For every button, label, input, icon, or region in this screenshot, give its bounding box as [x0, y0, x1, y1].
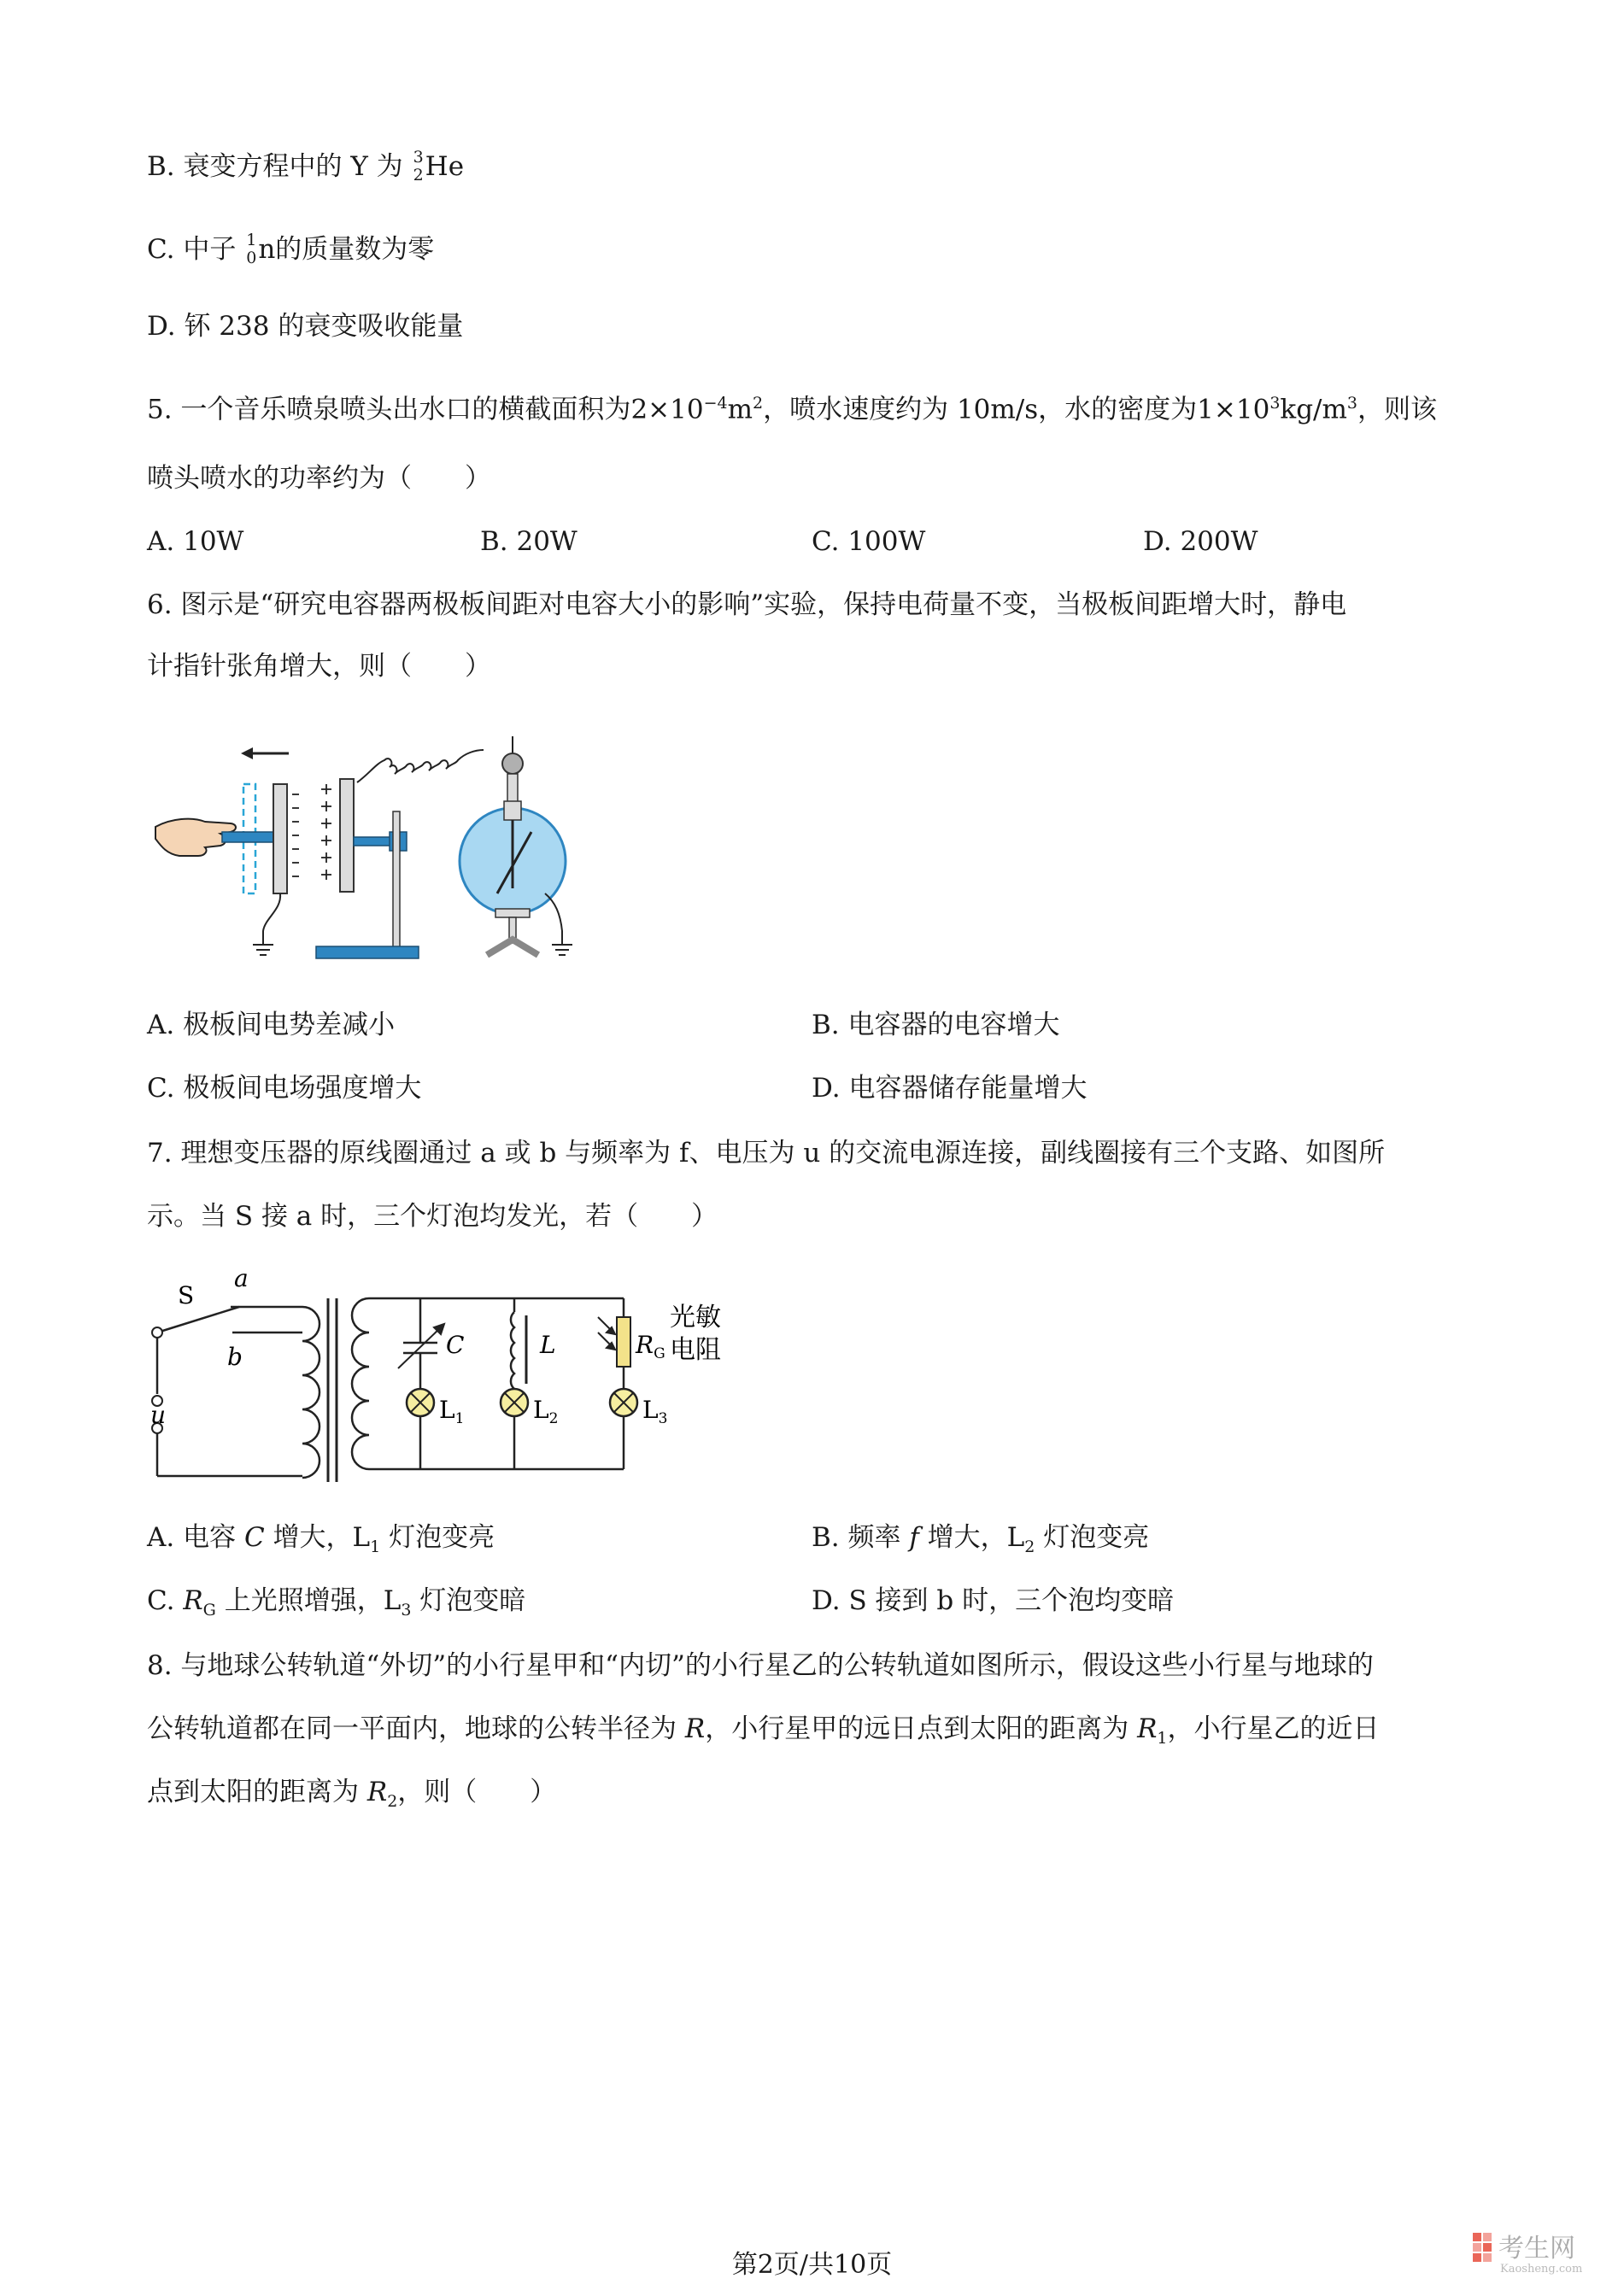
- watermark-cn: 考生网: [1498, 2234, 1575, 2264]
- label-b: b: [227, 1343, 243, 1371]
- q5-option-b: B. 20W: [480, 526, 577, 557]
- ground-left-icon: [253, 945, 273, 955]
- q6-stem-line1: 6. 图示是“研究电容器两极板间距对电容大小的影响”实验，保持电荷量不变，当极板间距增大时，静电: [147, 589, 1347, 620]
- label-l: L: [540, 1331, 556, 1359]
- q5-option-a: A. 10W: [147, 526, 244, 557]
- bulb-l2-icon: [501, 1389, 528, 1416]
- q6-option-d: D. 电容器储存能量增大: [812, 1073, 1088, 1104]
- q6-option-c: C. 极板间电场强度增大: [147, 1073, 422, 1104]
- right-plate-charges: [321, 784, 331, 880]
- label-c: C: [446, 1331, 465, 1359]
- q5-stem-line2: 喷头喷水的功率约为（ ）: [147, 463, 491, 494]
- q4-option-b: B. 衰变方程中的 Y 为 3 2 He: [147, 148, 465, 184]
- page-footer: 第2页/共10页: [731, 2250, 893, 2280]
- photoresistor: [617, 1317, 630, 1367]
- capacitor-experiment-figure: [145, 726, 624, 974]
- bulb-l1-icon: [407, 1389, 434, 1416]
- q6-option-b: B. 电容器的电容增大: [812, 1010, 1060, 1040]
- q7-option-c: C. $R_G$ 上光照增强，$L_3$ 灯泡变暗: [147, 1585, 526, 1620]
- coiled-wire: [357, 750, 484, 782]
- q4-option-d: D. 钚 238 的衰变吸收能量: [147, 311, 464, 342]
- q4-option-c: C. 中子 1 0 n的质量数为零: [147, 231, 435, 267]
- label-a: a: [234, 1264, 249, 1292]
- label-s: S: [178, 1281, 195, 1309]
- label-rg: $R_G$: [636, 1331, 665, 1362]
- label-photoresistor-2: 电阻: [670, 1335, 721, 1365]
- label-l1: $L_1$: [439, 1396, 465, 1427]
- iron-stand: [316, 811, 419, 958]
- label-l3: $L_3$: [642, 1396, 668, 1427]
- light-arrows-icon: [598, 1317, 615, 1350]
- q8-stem-line1: 8. 与地球公转轨道“外切”的小行星甲和“内切”的小行星乙的公转轨道如图所示，假设这些小行星与地球的: [147, 1650, 1374, 1681]
- q5-stem-line1: 5. 一个音乐喷泉喷头出水口的横截面积为$2\times 10^{-4}m^2$，喷水速度约为 10m/s，水的密度为$1\times 10^3kg/m^3$，则该: [147, 394, 1437, 425]
- right-plate: [340, 779, 354, 892]
- q5-option-c: C. 100W: [812, 526, 926, 557]
- q6-stem-line2: 计指针张角增大，则（ ）: [147, 651, 491, 682]
- q5-option-d: D. 200W: [1143, 526, 1258, 557]
- bulb-l3-icon: [610, 1389, 637, 1416]
- q7-option-a: A. 电容 C 增大，$L_1$ 灯泡变亮: [147, 1522, 495, 1557]
- q7-stem-line2: 示。当 S 接 a 时，三个灯泡均发光，若（ ）: [147, 1201, 718, 1232]
- transformer-circuit-figure: [145, 1264, 743, 1486]
- q7-stem-line1: 7. 理想变压器的原线圈通过 a 或 b 与频率为 f、电压为 u 的交流电源连接，副线圈接有三个支路、如图所: [147, 1138, 1386, 1168]
- q7-option-b: B. 频率 f 增大，$L_2$ 灯泡变亮: [812, 1522, 1150, 1557]
- direction-arrow-icon: [241, 747, 289, 759]
- watermark-mark-icon: [1473, 2233, 1492, 2262]
- q8-stem-line2: 公转轨道都在同一平面内，地球的公转半径为 R，小行星甲的远日点到太阳的距离为 $R_1$，小行星乙的近日: [147, 1713, 1380, 1748]
- q6-option-a: A. 极板间电势差减小: [147, 1010, 396, 1040]
- ground-right-icon: [552, 945, 572, 955]
- handle-rod: [222, 832, 273, 842]
- left-plate-charges: [292, 794, 299, 876]
- terminal-top: [152, 1327, 162, 1338]
- label-u: u: [150, 1401, 167, 1429]
- q7-option-d: D. S 接到 b 时，三个泡均变暗: [812, 1585, 1175, 1616]
- label-l2: $L_2$: [533, 1396, 559, 1427]
- watermark-logo: [1469, 2228, 1615, 2279]
- left-plate: [273, 784, 287, 893]
- electrometer: [460, 736, 566, 955]
- watermark-en: Kaosheng.com: [1500, 2263, 1583, 2276]
- label-photoresistor-1: 光敏: [670, 1303, 721, 1332]
- ground-wire-left: [263, 893, 280, 945]
- q8-stem-line3: 点到太阳的距离为 $R_2$，则（ ）: [147, 1777, 557, 1812]
